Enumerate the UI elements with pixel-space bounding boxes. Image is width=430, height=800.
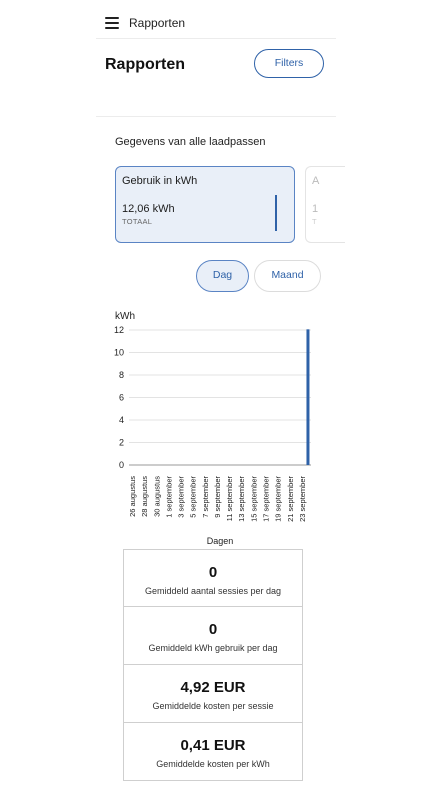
stat-card — [123, 665, 303, 723]
kpi-label: Gebruik in kWh — [122, 175, 198, 187]
y-tick-label: 6 — [118, 392, 124, 403]
toggle-day-button[interactable]: Dag — [196, 260, 249, 292]
section-title: Gegevens van alle laadpassen — [115, 136, 266, 148]
kpi-bar — [275, 195, 277, 231]
kpi2-label: A — [312, 175, 320, 187]
kpi-card-next[interactable] — [305, 166, 345, 243]
filters-button[interactable]: Filters — [254, 49, 324, 78]
x-tick-label: 17 september — [261, 476, 271, 522]
y-tick-label: 0 — [118, 460, 124, 470]
usage-bar-chart — [96, 305, 336, 550]
stat-value: 0 — [208, 621, 218, 638]
y-tick-label: 10 — [113, 347, 124, 358]
y-tick-label: 4 — [118, 415, 124, 425]
bar — [306, 329, 309, 465]
y-tick-label: 8 — [118, 370, 124, 380]
x-tick-label: 11 september — [225, 476, 235, 522]
divider — [96, 116, 336, 117]
x-tick-label: 3 september — [176, 476, 186, 518]
stats-list — [123, 549, 303, 781]
y-tick-label: 2 — [118, 437, 124, 448]
x-tick-label: 7 september — [200, 476, 210, 518]
toggle-month-button[interactable]: Maand — [254, 260, 321, 292]
x-tick-label: 26 augustus — [128, 476, 138, 517]
kpi2-value: 1 — [312, 203, 319, 215]
stat-label: Gemiddelde kosten per kWh — [156, 759, 270, 769]
stat-label: Gemiddeld aantal sessies per dag — [144, 586, 282, 596]
x-tick-label: 30 augustus — [152, 476, 162, 517]
x-tick-label: 13 september — [237, 476, 247, 522]
kpi-value: 12,06 kWh — [122, 203, 175, 215]
stat-card — [123, 723, 303, 781]
x-axis-label: Dagen — [206, 536, 234, 546]
x-tick-label: 9 september — [212, 476, 222, 518]
y-tick-label: 12 — [113, 325, 124, 335]
stat-card — [123, 549, 303, 607]
x-tick-label: 1 september — [164, 476, 174, 518]
x-tick-label: 23 september — [297, 476, 307, 522]
app-frame — [96, 0, 336, 800]
menu-icon[interactable] — [105, 17, 119, 28]
x-tick-label: 19 september — [273, 476, 283, 522]
kpi-sublabel: TOTAAL — [122, 217, 153, 226]
stat-label: Gemiddelde kosten per sessie — [152, 701, 274, 711]
top-bar — [96, 0, 336, 39]
page-title: Rapporten — [105, 56, 185, 73]
x-tick-label: 28 augustus — [140, 476, 150, 517]
header-title: Rapporten — [129, 16, 186, 30]
x-tick-label: 15 september — [249, 476, 259, 522]
stat-value: 0 — [208, 564, 218, 581]
stat-value: 0,41 EUR — [180, 737, 246, 754]
stat-card — [123, 607, 303, 665]
kpi-card-usage[interactable] — [115, 166, 295, 243]
kpi2-sublabel: T — [312, 217, 317, 226]
x-tick-label: 21 september — [285, 476, 295, 522]
stat-label: Gemiddeld kWh gebruik per dag — [148, 643, 278, 653]
y-axis-label: kWh — [115, 311, 135, 322]
stat-value: 4,92 EUR — [180, 679, 246, 696]
x-tick-label: 5 september — [188, 476, 198, 518]
